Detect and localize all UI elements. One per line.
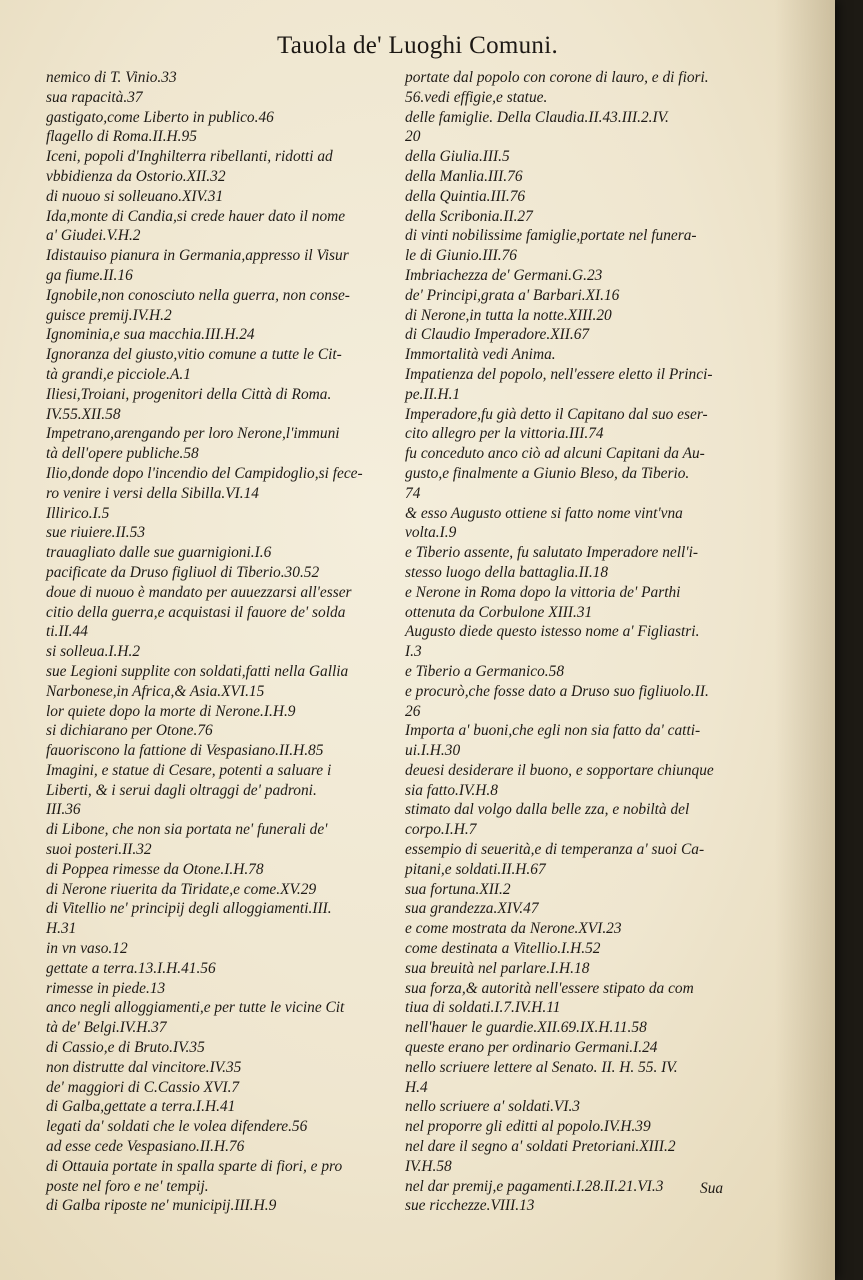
- index-entry-line: ga fiume.II.16: [46, 266, 133, 284]
- index-entry-line: doue di nuouo è mandato per auuezzarsi all'esser: [46, 583, 352, 601]
- index-entry-line: di Poppea rimesse da Otone.I.H.78: [46, 860, 264, 878]
- page-title: Tauola de' Luoghi Comuni.: [276, 32, 559, 59]
- index-entry-line: lor quiete dopo la morte di Nerone.I.H.9: [46, 702, 296, 720]
- index-entry-line: sue Legioni supplite con soldati,fatti nella Gallia: [46, 662, 349, 680]
- index-entry-line: e Tiberio a Germanico.58: [405, 662, 565, 680]
- index-entry-line: Idistauiso pianura in Germania,appresso il Visur: [46, 247, 349, 265]
- index-entry-line: de' maggiori di C.Cassio XVI.7: [46, 1078, 240, 1096]
- index-entry-line: sue ricchezze.VIII.13: [405, 1197, 535, 1215]
- index-entry-line: ro venire i versi della Sibilla.VI.14: [46, 484, 260, 502]
- index-entry-line: nemico di T. Vinio.33: [46, 69, 177, 86]
- index-entry-line: 74: [405, 484, 421, 502]
- index-entry-line: nello scriuere a' soldati.VI.3: [405, 1098, 580, 1116]
- index-entry-line: cito allegro per la vittoria.III.74: [405, 425, 604, 443]
- index-entry-line: ui.I.H.30: [405, 742, 461, 760]
- index-entry-line: fu conceduto anco ciò ad alcuni Capitani da Au-: [405, 445, 705, 463]
- index-entry-line: di Vitellio ne' principij degli alloggiamenti.III.: [46, 900, 332, 918]
- index-entry-line: trauagliato dalle sue guarnigioni.I.6: [46, 544, 272, 562]
- index-entry-line: delle famiglie. Della Claudia.II.43.III.2.IV.: [405, 108, 669, 126]
- index-entry-line: guisce premij.IV.H.2: [46, 306, 172, 324]
- index-entry-line: Augusto diede questo istesso nome a' Figliastri.: [405, 623, 700, 641]
- index-entry-line: di Cassio,e di Bruto.IV.35: [46, 1039, 205, 1057]
- index-entry-line: di vinti nobilissime famiglie,portate nel funera-: [405, 227, 697, 245]
- index-entry-line: Narbonese,in Africa,& Asia.XVI.15: [46, 682, 265, 700]
- right-index-column: [405, 68, 760, 1216]
- index-entry-line: tà de' Belgi.IV.H.37: [46, 1019, 167, 1037]
- index-entry-line: sua fortuna.XII.2: [405, 880, 511, 898]
- index-entry-line: le di Giunio.III.76: [405, 247, 517, 265]
- index-entry-line: gusto,e finalmente a Giunio Bleso, da Tiberio.: [405, 464, 690, 482]
- index-entry-line: stimato dal volgo dalla belle zza, e nobiltà del: [405, 801, 690, 819]
- index-entry-line: I.3: [405, 643, 422, 661]
- index-entry-line: rimesse in piede.13: [46, 979, 166, 997]
- left-index-column: [46, 68, 398, 1216]
- index-entry-line: sia fatto.IV.H.8: [405, 781, 498, 799]
- index-entry-line: stesso luogo della battaglia.II.18: [405, 563, 609, 581]
- index-entry-line: nel dar premij,e pagamenti.I.28.II.21.VI.3: [405, 1177, 664, 1195]
- index-entry-line: Ignominia,e sua macchia.III.H.24: [46, 326, 255, 344]
- index-entry-line: della Scribonia.II.27: [405, 207, 533, 225]
- index-entry-line: sue riuiere.II.53: [46, 524, 146, 542]
- index-entry-line: ottenuta da Corbulone XIII.31: [405, 603, 593, 621]
- index-entry-line: Imbriachezza de' Germani.G.23: [405, 266, 603, 284]
- index-entry-line: nello scriuere lettere al Senato. II. H. 55. IV.: [405, 1058, 678, 1076]
- index-entry-line: tà dell'opere publiche.58: [46, 445, 199, 463]
- index-entry-line: essempio di seuerità,e di temperanza a' suoi Ca-: [405, 841, 705, 859]
- index-entry-line: di Ottauia portate in spalla sparte di fiori, e pro: [46, 1157, 343, 1175]
- index-entry-line: Iceni, popoli d'Inghilterra ribellanti, ridotti ad: [46, 148, 333, 166]
- index-entry-line: di Nerone,in tutta la notte.XIII.20: [405, 306, 612, 324]
- index-entry-line: flagello di Roma.II.H.95: [46, 128, 197, 146]
- index-entry-line: e Nerone in Roma dopo la vittoria de' Parthi: [405, 583, 681, 601]
- index-entry-line: della Quintia.III.76: [405, 187, 526, 205]
- index-entry-line: 26: [405, 702, 421, 720]
- index-entry-line: di Libone, che non sia portata ne' funerali de': [46, 821, 328, 839]
- index-entry-line: a' Giudei.V.H.2: [46, 227, 141, 245]
- index-entry-line: di Galba,gettate a terra.I.H.41: [46, 1098, 236, 1116]
- index-entry-line: anco negli alloggiamenti,e per tutte le vicine Cit: [46, 999, 345, 1017]
- index-entry-line: nel proporre gli editti al popolo.IV.H.39: [405, 1118, 651, 1136]
- index-entry-line: e procurò,che fosse dato a Druso suo figliuolo.II.: [405, 682, 709, 700]
- index-entry-line: legati da' soldati che le volea difendere.56: [46, 1118, 308, 1136]
- index-entry-line: non distrutte dal vincitore.IV.35: [46, 1058, 242, 1076]
- index-entry-line: Impetrano,arengando per loro Nerone,l'immuni: [46, 425, 340, 443]
- catchword: Sua: [700, 1180, 724, 1197]
- index-entry-line: gastigato,come Liberto in publico.46: [46, 108, 274, 126]
- index-entry-line: Imperadore,fu già detto il Capitano dal suo eser-: [405, 405, 708, 423]
- index-entry-line: nel dare il segno a' soldati Pretoriani.XIII.2: [405, 1138, 676, 1156]
- index-entry-line: sua forza,& autorità nell'essere stipato da com: [405, 979, 694, 997]
- index-entry-line: ti.II.44: [46, 623, 88, 641]
- index-entry-line: Ilio,donde dopo l'incendio del Campidoglio,si fece-: [46, 464, 363, 482]
- index-entry-line: e come mostrata da Nerone.XVI.23: [405, 920, 622, 938]
- index-entry-line: Immortalità vedi Anima.: [405, 346, 556, 364]
- index-entry-line: nell'hauer le guardie.XII.69.IX.H.11.58: [405, 1019, 647, 1037]
- index-entry-line: di Nerone riuerita da Tiridate,e come.XV.29: [46, 880, 317, 898]
- index-entry-line: III.36: [46, 801, 81, 819]
- index-entry-line: e Tiberio assente, fu salutato Imperadore nell'i-: [405, 544, 698, 562]
- index-entry-line: sua breuità nel parlare.I.H.18: [405, 959, 590, 977]
- index-entry-line: della Manlia.III.76: [405, 167, 523, 185]
- index-entry-line: della Giulia.III.5: [405, 148, 510, 166]
- index-entry-line: de' Principi,grata a' Barbari.XI.16: [405, 286, 620, 304]
- index-entry-line: citio della guerra,e acquistasi il fauore de' solda: [46, 603, 346, 621]
- index-entry-line: 20: [405, 128, 421, 146]
- index-entry-line: Liberti, & i serui dagli oltraggi de' padroni.: [46, 781, 317, 799]
- index-entry-line: Ignobile,non conosciuto nella guerra, non conse-: [46, 286, 350, 304]
- index-entry-line: & esso Augusto ottiene si fatto nome vint'vna: [405, 504, 683, 522]
- index-entry-line: sua grandezza.XIV.47: [405, 900, 539, 918]
- index-entry-line: in vn vaso.12: [46, 940, 128, 958]
- index-entry-line: queste erano per ordinario Germani.I.24: [405, 1039, 658, 1057]
- index-entry-line: fauoriscono la fattione di Vespasiano.II.H.85: [46, 742, 324, 760]
- index-entry-line: di nuouo si solleuano.XIV.31: [46, 187, 224, 205]
- index-entry-line: si dichiarano per Otone.76: [46, 722, 213, 740]
- index-entry-line: di Claudio Imperadore.XII.67: [405, 326, 590, 344]
- index-entry-line: Imagini, e statue di Cesare, potenti a saluare i: [46, 761, 332, 779]
- index-entry-line: come destinata a Vitellio.I.H.52: [405, 940, 601, 958]
- index-entry-line: H.4: [405, 1078, 428, 1096]
- index-entry-line: ad esse cede Vespasiano.II.H.76: [46, 1138, 245, 1156]
- index-entry-line: volta.I.9: [405, 524, 457, 542]
- index-entry-line: Iliesi,Troiani, progenitori della Città di Roma.: [46, 385, 332, 403]
- index-entry-line: vbbidienza da Ostorio.XII.32: [46, 167, 226, 185]
- index-entry-line: di Galba riposte ne' municipij.III.H.9: [46, 1197, 277, 1215]
- index-entry-line: pe.II.H.1: [405, 385, 461, 403]
- index-entry-line: Ida,monte di Candia,si crede hauer dato il nome: [46, 207, 346, 225]
- index-entry-line: H.31: [46, 920, 77, 938]
- index-entry-line: tiua di soldati.I.7.IV.H.11: [405, 999, 561, 1017]
- index-entry-line: sua rapacità.37: [46, 88, 143, 106]
- index-entry-line: portate dal popolo con corone di lauro, e di fiori.: [405, 69, 709, 86]
- index-entry-line: poste nel foro e ne' tempij.: [46, 1177, 209, 1195]
- index-entry-line: corpo.I.H.7: [405, 821, 477, 839]
- index-entry-line: gettate a terra.13.I.H.41.56: [46, 959, 216, 977]
- index-entry-line: 56.vedi effigie,e statue.: [405, 88, 548, 106]
- index-entry-line: Importa a' buoni,che egli non sia fatto da' catti-: [405, 722, 701, 740]
- index-entry-line: pacificate da Druso figliuol di Tiberio.30.52: [46, 563, 320, 581]
- index-entry-line: IV.55.XII.58: [46, 405, 121, 423]
- index-entry-line: pitani,e soldati.II.H.67: [405, 860, 546, 878]
- index-entry-line: deuesi desiderare il buono, e sopportare chiunque: [405, 761, 714, 779]
- index-entry-line: IV.H.58: [405, 1157, 452, 1175]
- index-entry-line: Ignoranza del giusto,vitio comune a tutte le Cit-: [46, 346, 342, 364]
- index-entry-line: Illirico.I.5: [46, 504, 110, 522]
- index-entry-line: suoi posteri.II.32: [46, 841, 152, 859]
- index-entry-line: Impatienza del popolo, nell'essere eletto il Princi-: [405, 365, 713, 383]
- index-entry-line: tà grandi,e picciole.A.1: [46, 365, 191, 383]
- index-entry-line: si solleua.I.H.2: [46, 643, 141, 661]
